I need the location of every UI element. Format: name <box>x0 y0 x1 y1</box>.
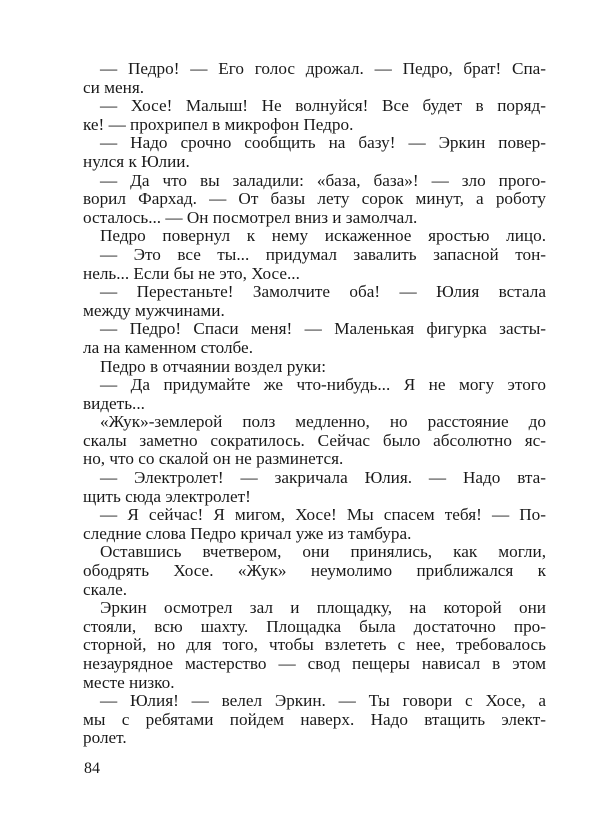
text-line: видеть... <box>83 393 145 413</box>
text-line: си меня. <box>83 77 145 97</box>
text-line: но, что со скалой он не разминется. <box>83 449 344 469</box>
text-line: — Хосе! Малыш! Не волнуйся! Все будет в поряд- <box>100 96 546 116</box>
text-line: сторной, но для того, чтобы взлететь с нее, требовалось <box>83 635 546 655</box>
text-line: следние слова Педро кричал уже из тамбура. <box>83 523 412 543</box>
text-line: скалы заметно сократилось. Сейчас было абсолютно яс- <box>83 430 546 450</box>
text-line: — Электролет! — закричала Юлия. — Надо вта- <box>100 468 546 488</box>
text-line: месте низко. <box>83 672 175 692</box>
text-line: ла на каменном столбе. <box>83 337 253 357</box>
page-number: 84 <box>84 760 100 777</box>
text-line: мы с ребятами пойдем наверх. Надо втащить элект- <box>83 709 546 729</box>
text-line: — Юлия! — велел Эркин. — Ты говори с Хосе, а <box>100 691 546 711</box>
text-line: осталось... — Он посмотрел вниз и замолчал. <box>83 207 418 227</box>
text-line: скале. <box>83 579 128 599</box>
text-line: — Я сейчас! Я мигом, Хосе! Мы спасем тебя! — По- <box>100 505 546 525</box>
text-line: Оставшись вчетвером, они принялись, как могли, <box>100 542 546 562</box>
text-line: между мужчинами. <box>83 300 225 320</box>
text-line: незаурядное мастерство — свод пещеры нависал в этом <box>83 654 546 673</box>
book-page-text <box>83 60 546 748</box>
text-line: — Педро! — Его голос дрожал. — Педро, брат! Спа- <box>100 59 546 78</box>
text-line: Эркин осмотрел зал и площадку, на которой они <box>100 598 546 618</box>
text-line: — Да что вы заладили: «база, база»! — зло прого- <box>100 170 546 190</box>
text-line: ворил Фархад. — От базы лету сорок минут, а роботу <box>83 189 546 209</box>
text-line: — Да придумайте же что-нибудь... Я не могу этого <box>100 375 546 395</box>
text-line: — Перестаньте! Замолчите оба! — Юлия встала <box>100 282 546 302</box>
text-line: ке! — прохрипел в микрофон Педро. <box>83 114 354 134</box>
text-line: стояли, всю шахту. Площадка была достаточно про- <box>83 616 546 636</box>
text-line: нель... Если бы не это, Хосе... <box>83 263 300 283</box>
text-line: «Жук»-землерой полз медленно, но расстояние до <box>100 412 546 432</box>
text-line: щить сюда электролет! <box>83 486 251 506</box>
text-line: нулся к Юлии. <box>83 151 190 171</box>
text-line: — Педро! Спаси меня! — Маленькая фигурка засты- <box>100 319 546 339</box>
text-line: — Надо срочно сообщить на базу! — Эркин повер- <box>100 133 546 153</box>
text-line: ролет. <box>83 728 127 748</box>
text-line: Педро в отчаянии воздел руки: <box>100 356 327 376</box>
text-line: ободрять Хосе. «Жук» неумолимо приближался к <box>83 561 546 581</box>
text-line: Педро повернул к нему искаженное яростью лицо. <box>100 226 546 246</box>
text-line: — Это все ты... придумал завалить запасной тон- <box>100 244 546 264</box>
